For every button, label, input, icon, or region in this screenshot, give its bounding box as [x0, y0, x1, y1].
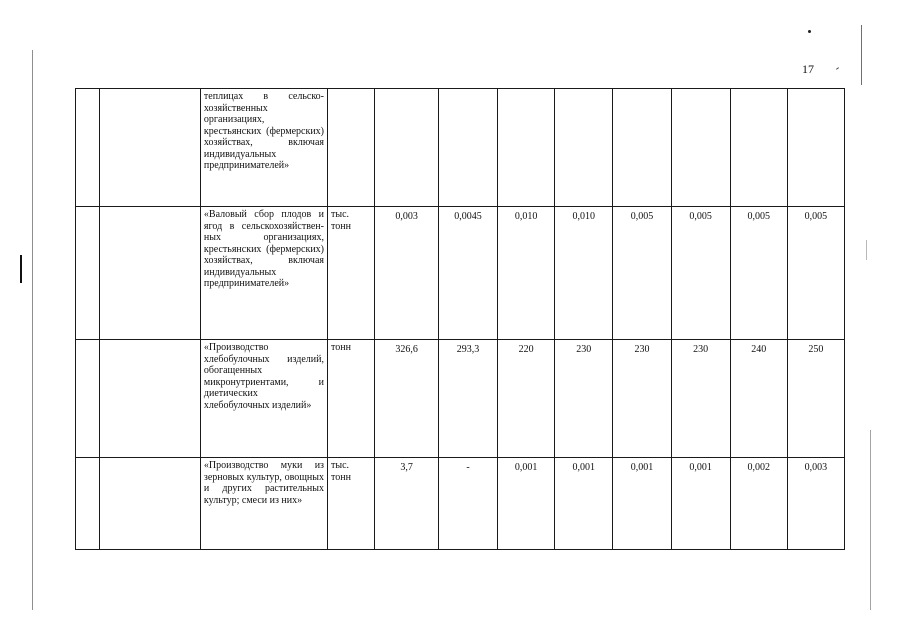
table-row — [76, 458, 845, 550]
value-cell: 0,005 — [730, 207, 787, 340]
value-cell — [438, 89, 497, 207]
value-cell — [613, 89, 671, 207]
unit-cell: тыс. тонн — [328, 458, 375, 550]
indicators-table — [75, 88, 845, 550]
value-cell — [375, 89, 439, 207]
value-cell: 0,003 — [375, 207, 439, 340]
indicator-cell: «Производство хлебобулочных изделий, обогащенных микронутриентами, и диетических хлебобулочных изделий» — [200, 340, 327, 458]
scan-margin-line — [20, 255, 22, 283]
unit-cell: тонн — [328, 340, 375, 458]
table-row — [76, 207, 845, 340]
program-cell — [99, 458, 200, 550]
table-row — [76, 89, 845, 207]
scan-margin-line — [32, 50, 33, 610]
scan-speck — [836, 67, 839, 70]
value-cell: 0,001 — [498, 458, 555, 550]
table-row — [76, 340, 845, 458]
unit-cell — [328, 89, 375, 207]
value-cell: 0,001 — [671, 458, 730, 550]
value-cell: 220 — [498, 340, 555, 458]
program-cell — [99, 89, 200, 207]
value-cell — [730, 89, 787, 207]
value-cell: 326,6 — [375, 340, 439, 458]
program-cell — [99, 207, 200, 340]
value-cell: 230 — [613, 340, 671, 458]
value-cell — [498, 89, 555, 207]
program-cell — [99, 340, 200, 458]
value-cell: 250 — [787, 340, 844, 458]
value-cell: 0,005 — [671, 207, 730, 340]
value-cell: 3,7 — [375, 458, 439, 550]
value-cell: - — [438, 458, 497, 550]
value-cell: 230 — [555, 340, 613, 458]
value-cell: 230 — [671, 340, 730, 458]
value-cell: 0,0045 — [438, 207, 497, 340]
row-number-cell — [76, 340, 100, 458]
scan-speck — [808, 30, 811, 33]
scan-margin-line — [861, 25, 862, 85]
value-cell: 0,002 — [730, 458, 787, 550]
indicator-cell: «Валовый сбор плодов и ягод в сельскохозяйствен-ных организациях, крестьянских (фермерских) хозяйствах, включая индивидуальных предпринимателей» — [200, 207, 327, 340]
row-number-cell — [76, 89, 100, 207]
value-cell: 0,001 — [555, 458, 613, 550]
value-cell — [671, 89, 730, 207]
value-cell: 0,005 — [787, 207, 844, 340]
page-number: 17 — [802, 62, 814, 76]
value-cell: 0,010 — [498, 207, 555, 340]
value-cell: 0,003 — [787, 458, 844, 550]
value-cell: 0,001 — [613, 458, 671, 550]
indicator-cell: теплицах в сельско-хозяйственных организациях, крестьянских (фермерских) хозяйствах, включая индивидуальных предпринимателей» — [200, 89, 327, 207]
value-cell: 293,3 — [438, 340, 497, 458]
scan-margin-line — [870, 430, 871, 610]
value-cell: 0,010 — [555, 207, 613, 340]
scan-margin-line — [866, 240, 867, 260]
value-cell: 0,005 — [613, 207, 671, 340]
row-number-cell — [76, 458, 100, 550]
value-cell — [787, 89, 844, 207]
row-number-cell — [76, 207, 100, 340]
value-cell: 240 — [730, 340, 787, 458]
value-cell — [555, 89, 613, 207]
unit-cell: тыс. тонн — [328, 207, 375, 340]
indicator-cell: «Производство муки из зерновых культур, овощных и других растительных культур; смеси из них» — [200, 458, 327, 550]
